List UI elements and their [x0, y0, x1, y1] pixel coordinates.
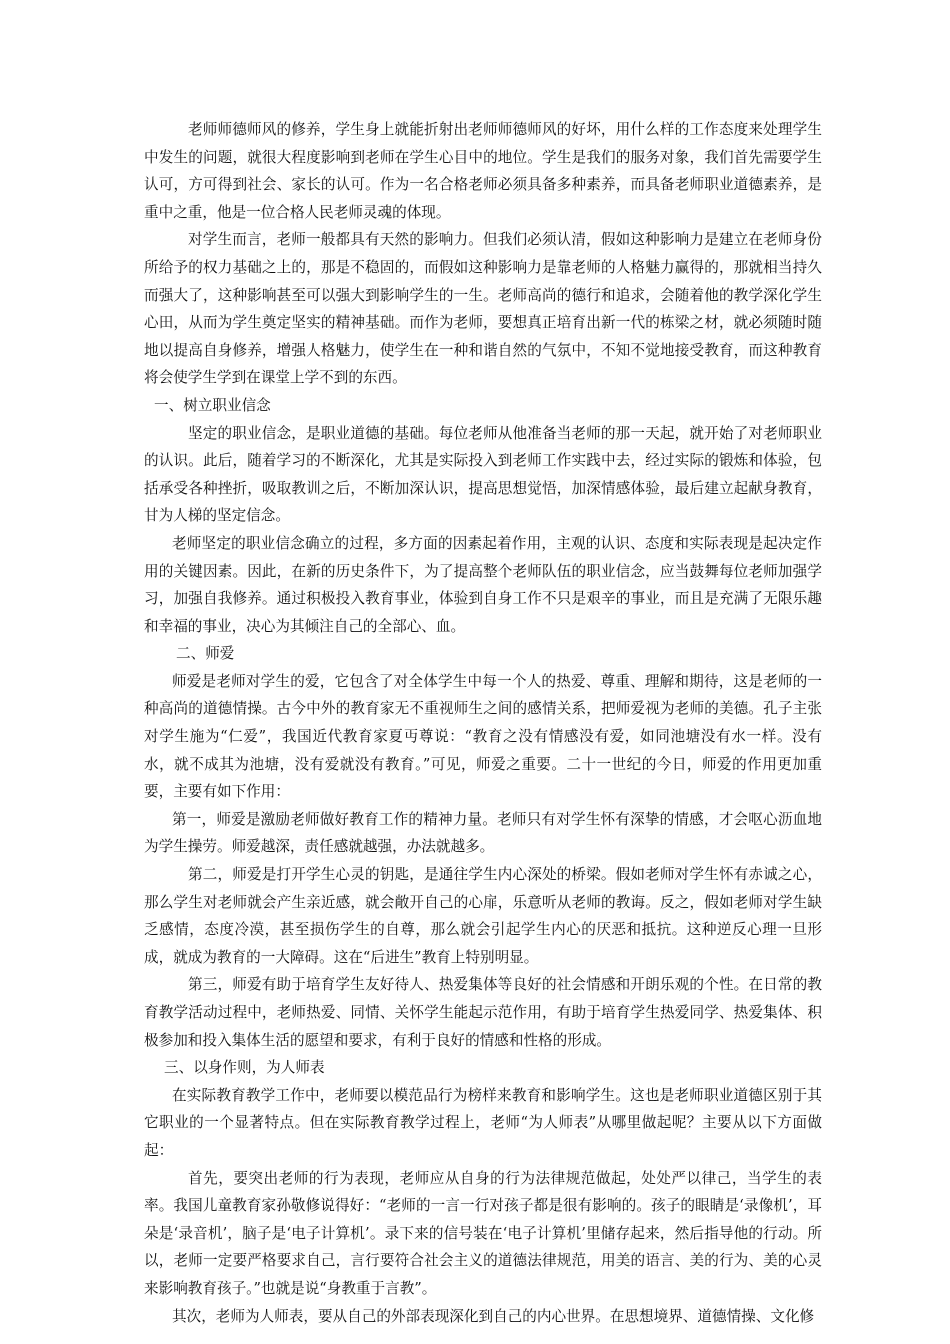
section-heading-1: 一、树立职业信念	[154, 396, 271, 414]
paragraph-love-first: 第一，师爱是激励老师做好教育工作的精神力量。老师只有对学生怀有深挚的情感，才会呕心沥血地为学生操劳。师爱越深，责任感就越强，办法就越多。	[144, 810, 822, 856]
document-body	[144, 116, 822, 1330]
section-heading-3: 三、以身作则，为人师表	[164, 1059, 325, 1077]
paragraph-intro-2: 对学生而言，老师一般都具有天然的影响力。但我们必须认清，假如这种影响力是建立在老师身份所给予的权力基础之上的，那是不稳固的，而假如这种影响力是靠老师的人格魅力赢得的，那就相当持久而强大了，这种影响甚至可以强大到影响学生的一生。老师高尚的德行和追求，会随着他的教学深化学生心田，从而为学生奠定坚实的精神基础。而作为老师，要想真正培育出新一代的栋梁之材，就必须随时随地以提高自身修养，增强人格魅力，使学生在一种和谐自然的气氛中，不知不觉地接受教育，而这种教育将会使学生学到在课堂上学不到的东西。	[144, 231, 822, 387]
paragraph-belief-2: 老师坚定的职业信念确立的过程，多方面的因素起着作用，主观的认识、态度和实际表现是起决定作用的关键因素。因此，在新的历史条件下，为了提高整个老师队伍的职业信念，应当鼓舞每位老师加强学习，加强自我修养。通过积极投入教育事业，体验到自身工作不只是艰辛的事业，而且是充满了无限乐趣和幸福的事业，决心为其倾注自己的全部心、血。	[144, 534, 822, 635]
section-heading-2: 二、师爱	[176, 645, 235, 663]
paragraph-model-second: 其次，老师为人师表，要从自己的外部表现深化到自己的内心世界。在思想境界、道德情操、文化修	[172, 1307, 815, 1325]
paragraph-model-first: 首先，要突出老师的行为表现，老师应从自身的行为法律规范做起，处处严以律己，当学生的表率。我国儿童教育家孙敬修说得好：“老师的一言一行对孩子都是很有影响的。孩子的眼睛是‘录像机’，耳朵是‘录音机’，脑子是‘电子计算机’。录下来的信号装在‘电子计算机’里储存起来，然后指导他的行动。所以，老师一定要严格要求自己，言行要符合社会主义的道德法律规范，用美的语言、美的行为、美的心灵来影响教育孩子。”也就是说“身教重于言教”。	[144, 1169, 822, 1297]
paragraph-belief-1: 坚定的职业信念，是职业道德的基础。每位老师从他准备当老师的那一天起，就开始了对老师职业的认识。此后，随着学习的不断深化，尤其是实际投入到老师工作实践中去，经过实际的锻炼和体验，包括承受各种挫折，吸取教训之后，不断加深认识，提高思想觉悟，加深情感体验，最后建立起献身教育，甘为人梯的坚定信念。	[144, 424, 822, 525]
paragraph-love-second: 第二，师爱是打开学生心灵的钥匙，是通往学生内心深处的桥梁。假如老师对学生怀有赤诚之心，那么学生对老师就会产生亲近感，就会敞开自己的心扉，乐意听从老师的教诲。反之，假如老师对学生缺乏感情，态度冷漠，甚至损伤学生的自尊，那么就会引起学生内心的厌恶和抵抗。这种逆反心理一旦形成，就成为教育的一大障碍。这在“后进生”教育上特别明显。	[144, 866, 822, 966]
paragraph-intro-1: 老师师德师风的修养，学生身上就能折射出老师师德师风的好坏，用什么样的工作态度来处理学生中发生的问题，就很大程度影响到老师在学生心目中的地位。学生是我们的服务对象，我们首先需要学生认可，方可得到社会、家长的认可。作为一名合格老师必须具备多种素养，而具备老师职业道德素养，是重中之重，他是一位合格人民老师灵魂的体现。	[144, 121, 822, 221]
paragraph-model-1: 在实际教育教学工作中，老师要以模范品行为榜样来教育和影响学生。这也是老师职业道德区别于其它职业的一个显著特点。但在实际教育教学过程上，老师“为人师表”从哪里做起呢？主要从以下方面做起：	[144, 1086, 822, 1159]
paragraph-love-third: 第三，师爱有助于培育学生友好待人、热爱集体等良好的社会情感和开朗乐观的个性。在日常的教育教学活动过程中，老师热爱、同情、关怀学生能起示范作用，有助于培育学生热爱同学、热爱集体、积极参加和投入集体生活的愿望和要求，有利于良好的情感和性格的形成。	[144, 976, 822, 1049]
paragraph-love-1: 师爱是老师对学生的爱，它包含了对全体学生中每一个人的热爱、尊重、理解和期待，这是老师的一种高尚的道德情操。古今中外的教育家无不重视师生之间的感情关系，把师爱视为老师的美德。孔子主张对学生施为“仁爱”，我国近代教育家夏丏尊说：“教育之没有情感没有爱，如同池塘没有水一样。没有水，就不成其为池塘，没有爱就没有教育。”可见，师爱之重要。二十一世纪的今日，师爱的作用更加重要，主要有如下作用：	[144, 672, 822, 801]
